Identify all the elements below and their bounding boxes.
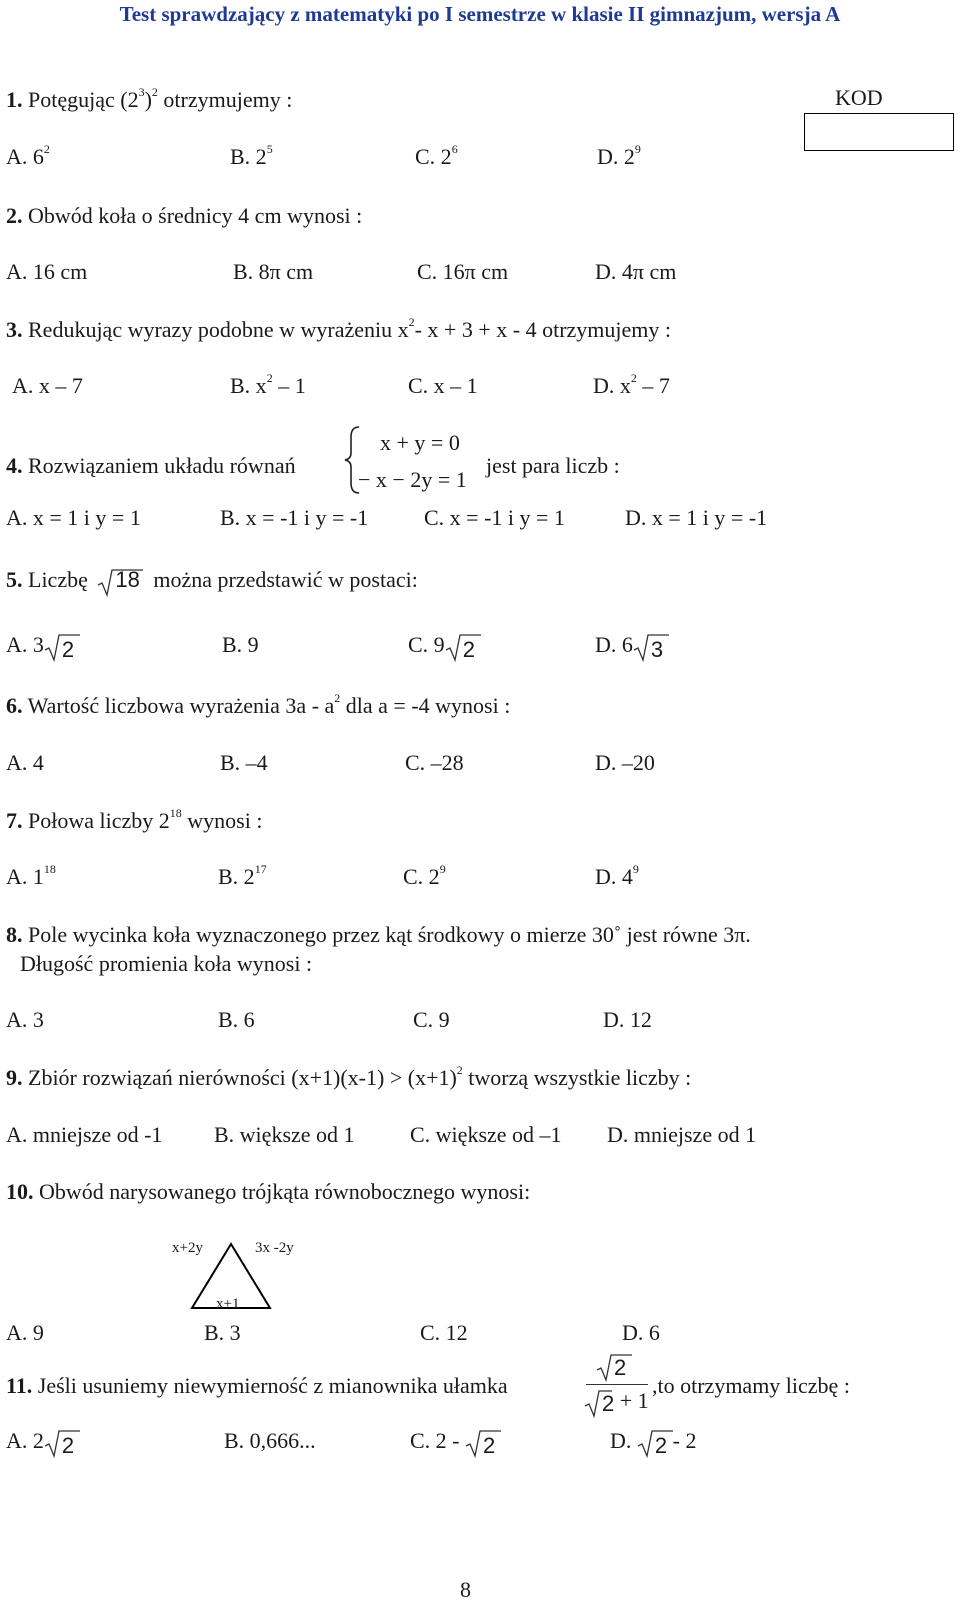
- answer-text: A. 2: [6, 1428, 44, 1453]
- triangle-side-left-label: x+2y: [172, 1240, 203, 1256]
- answer-c[interactable]: C. 9: [413, 1007, 450, 1032]
- question-text: można przedstawić w postaci:: [153, 567, 418, 592]
- answer-d[interactable]: [593, 373, 670, 399]
- question-2: [6, 203, 362, 229]
- answer-c[interactable]: [408, 632, 475, 662]
- question-number: 1.: [6, 87, 23, 112]
- question-text: Potęgując (2: [22, 87, 139, 112]
- answer-c[interactable]: [410, 1428, 496, 1458]
- kod-label: KOD: [835, 85, 883, 110]
- equation-2: − x − 2y = 1: [358, 467, 467, 492]
- answer-a[interactable]: [6, 864, 56, 890]
- answer-a[interactable]: A. 16 cm: [6, 259, 88, 284]
- answer-a[interactable]: A. 4: [6, 750, 44, 775]
- answer-d[interactable]: D. –20: [595, 750, 655, 775]
- question-3: [6, 317, 671, 343]
- answer-c[interactable]: C. 16π cm: [417, 259, 509, 284]
- answer-b[interactable]: [230, 144, 273, 170]
- question-8: [6, 922, 751, 948]
- answer-text: C. 2 -: [410, 1428, 465, 1453]
- answer-text: - 2: [667, 1428, 697, 1453]
- answer-text: D.: [610, 1428, 637, 1453]
- answer-text: D. 2: [597, 144, 635, 169]
- radicand: 2: [61, 1433, 75, 1458]
- question-number: 3.: [6, 317, 23, 342]
- question-number: 10.: [6, 1179, 34, 1204]
- exponent: 9: [632, 862, 639, 876]
- denominator-text: + 1: [614, 1388, 649, 1413]
- question-text: - x + 3 + x - 4 otrzymujemy :: [414, 317, 671, 342]
- answer-text: C. 9: [408, 632, 445, 657]
- question-text: ,to otrzymamy liczbę :: [652, 1373, 850, 1398]
- question-text: Wartość liczbowa wyrażenia 3a - a: [22, 693, 335, 718]
- answer-d[interactable]: [595, 632, 664, 662]
- answer-a[interactable]: A. 3: [6, 1007, 44, 1032]
- answer-d[interactable]: D. 12: [603, 1007, 652, 1032]
- exponent: 6: [451, 142, 458, 156]
- answer-a[interactable]: A. x – 7: [12, 373, 83, 398]
- sqrt-expression: [97, 567, 139, 593]
- answer-a[interactable]: [6, 144, 50, 170]
- answer-c[interactable]: C. x = -1 i y = 1: [424, 505, 565, 530]
- radicand: 3: [650, 637, 664, 662]
- sqrt-expression: [465, 1428, 496, 1458]
- question-number: 7.: [6, 808, 23, 833]
- question-8-line-2: Długość promienia koła wynosi :: [20, 951, 313, 976]
- answer-d[interactable]: [597, 144, 641, 170]
- radicand: 2: [61, 637, 75, 662]
- answer-c[interactable]: C. 12: [420, 1320, 468, 1345]
- answer-d[interactable]: D. mniejsze od 1: [607, 1122, 757, 1147]
- answer-d[interactable]: D. x = 1 i y = -1: [625, 505, 768, 530]
- answer-text: B. x: [230, 373, 267, 398]
- exponent: 2: [266, 371, 273, 385]
- answer-b[interactable]: B. większe od 1: [214, 1122, 355, 1147]
- question-7: [6, 808, 262, 834]
- fraction-denominator: [584, 1388, 649, 1414]
- answer-b[interactable]: B. 0,666...: [224, 1428, 316, 1453]
- exponent: 2: [408, 315, 415, 329]
- answer-c[interactable]: C. większe od –1: [410, 1122, 562, 1147]
- answer-c[interactable]: C. –28: [405, 750, 464, 775]
- question-5: [6, 567, 418, 593]
- question-text: Obwód narysowanego trójkąta równobocznego wynosi:: [33, 1179, 531, 1204]
- exponent: 9: [439, 862, 446, 876]
- exponent: 2: [43, 142, 50, 156]
- exponent: 18: [169, 806, 182, 820]
- question-number: 6.: [6, 693, 23, 718]
- sqrt-expression: [633, 632, 664, 662]
- answer-text: C. 2: [403, 864, 440, 889]
- question-text: wynosi :: [181, 808, 263, 833]
- answer-text: – 1: [272, 373, 306, 398]
- answer-a[interactable]: A. 9: [6, 1320, 44, 1345]
- question-text: Zbiór rozwiązań nierówności (x+1)(x-1) > (x+1): [22, 1065, 457, 1090]
- answer-text: A. 6: [6, 144, 44, 169]
- answer-text: A. 3: [6, 632, 44, 657]
- answer-d[interactable]: D. 6: [622, 1320, 660, 1345]
- question-1: [6, 87, 292, 113]
- sqrt-expression: [584, 1388, 614, 1414]
- radicand: 2: [602, 1391, 615, 1416]
- answer-d[interactable]: [595, 864, 639, 890]
- question-number: 8.: [6, 922, 23, 947]
- exponent: 2: [151, 85, 158, 99]
- exponent: 9: [634, 142, 641, 156]
- answer-a[interactable]: [6, 632, 75, 662]
- exponent: 2: [456, 1063, 463, 1077]
- radicand: 2: [654, 1433, 668, 1458]
- exponent: 2: [630, 371, 637, 385]
- question-9: [6, 1065, 691, 1091]
- answer-a[interactable]: A. x = 1 i y = 1: [6, 505, 141, 530]
- question-text: Redukując wyrazy podobne w wyrażeniu x: [22, 317, 409, 342]
- question-number: 11.: [6, 1373, 33, 1398]
- question-text: ): [144, 87, 152, 112]
- question-text: Pole wycinka koła wyznaczonego przez kąt środkowy o mierze 30˚ jest równe 3π.: [22, 922, 751, 947]
- equation-1: x + y = 0: [380, 430, 460, 455]
- answer-d[interactable]: [610, 1428, 697, 1458]
- answer-a[interactable]: A. mniejsze od -1: [6, 1122, 163, 1147]
- question-text: Połowa liczby 2: [22, 808, 170, 833]
- triangle-side-bottom-label: x+1: [216, 1296, 240, 1312]
- answer-text: B. 2: [230, 144, 267, 169]
- exponent: 17: [254, 862, 267, 876]
- answer-text: C. 2: [415, 144, 452, 169]
- sqrt-icon: [97, 569, 143, 597]
- sqrt-expression: [596, 1352, 626, 1378]
- answer-b[interactable]: B. 3: [204, 1320, 241, 1345]
- answer-text: D. 6: [595, 632, 633, 657]
- answer-text: B. 2: [218, 864, 255, 889]
- answer-b[interactable]: B. –4: [220, 750, 268, 775]
- answer-text: A. 1: [6, 864, 44, 889]
- question-text: tworzą wszystkie liczby :: [462, 1065, 692, 1090]
- radicand: 2: [614, 1355, 627, 1380]
- question-number: 5.: [6, 567, 23, 592]
- radicand: 2: [462, 637, 475, 662]
- answer-text: D. x: [593, 373, 631, 398]
- page-title: Test sprawdzający z matematyki po I semestrze w klasie II gimnazjum, wersja A: [119, 2, 841, 26]
- triangle-side-right-label: 3x -2y: [255, 1240, 294, 1256]
- answer-text: D. 4: [595, 864, 633, 889]
- question-text: otrzymujemy :: [157, 87, 293, 112]
- exponent: 18: [43, 862, 56, 876]
- sqrt-expression: [637, 1428, 668, 1458]
- question-text: Liczbę: [22, 567, 88, 592]
- question-10: [6, 1179, 530, 1205]
- question-6: [6, 693, 510, 719]
- question-11: [6, 1373, 508, 1399]
- sqrt-expression: [445, 632, 475, 662]
- question-number: 9.: [6, 1065, 23, 1090]
- answer-b[interactable]: B. 9: [222, 632, 259, 657]
- exponent: 3: [138, 85, 145, 99]
- question-text: jest para liczb :: [486, 453, 620, 478]
- exponent: 5: [266, 142, 273, 156]
- question-text: Rozwiązaniem układu równań: [22, 453, 296, 478]
- answer-b[interactable]: [218, 864, 267, 890]
- sqrt-expression: [44, 632, 75, 662]
- answer-b[interactable]: [230, 373, 306, 399]
- question-text: Obwód koła o średnicy 4 cm wynosi :: [22, 203, 363, 228]
- question-number: 4.: [6, 453, 23, 478]
- answer-d[interactable]: D. 4π cm: [595, 259, 677, 284]
- answer-b[interactable]: B. 8π cm: [233, 259, 314, 284]
- fraction-bar: [586, 1384, 648, 1385]
- radicand: 18: [115, 567, 140, 592]
- page-number: 8: [460, 1577, 471, 1602]
- answer-b[interactable]: B. x = -1 i y = -1: [220, 505, 369, 530]
- sqrt-expression: [44, 1428, 75, 1458]
- answer-c[interactable]: [403, 864, 446, 890]
- question-text: Jeśli usuniemy niewymierność z mianownika ułamka: [32, 1373, 508, 1398]
- question-4: [6, 453, 296, 479]
- question-number: 2.: [6, 203, 23, 228]
- exponent: 2: [334, 691, 341, 705]
- radicand: 2: [483, 1433, 496, 1458]
- answer-text: – 7: [636, 373, 670, 398]
- answer-a[interactable]: [6, 1428, 75, 1458]
- answer-c[interactable]: C. x – 1: [408, 373, 478, 398]
- fraction: [578, 1352, 648, 1420]
- kod-box[interactable]: [804, 113, 954, 151]
- fraction-numerator: [596, 1352, 626, 1378]
- answer-c[interactable]: [415, 144, 458, 170]
- question-text: dla a = -4 wynosi :: [340, 693, 511, 718]
- answer-b[interactable]: B. 6: [218, 1007, 255, 1032]
